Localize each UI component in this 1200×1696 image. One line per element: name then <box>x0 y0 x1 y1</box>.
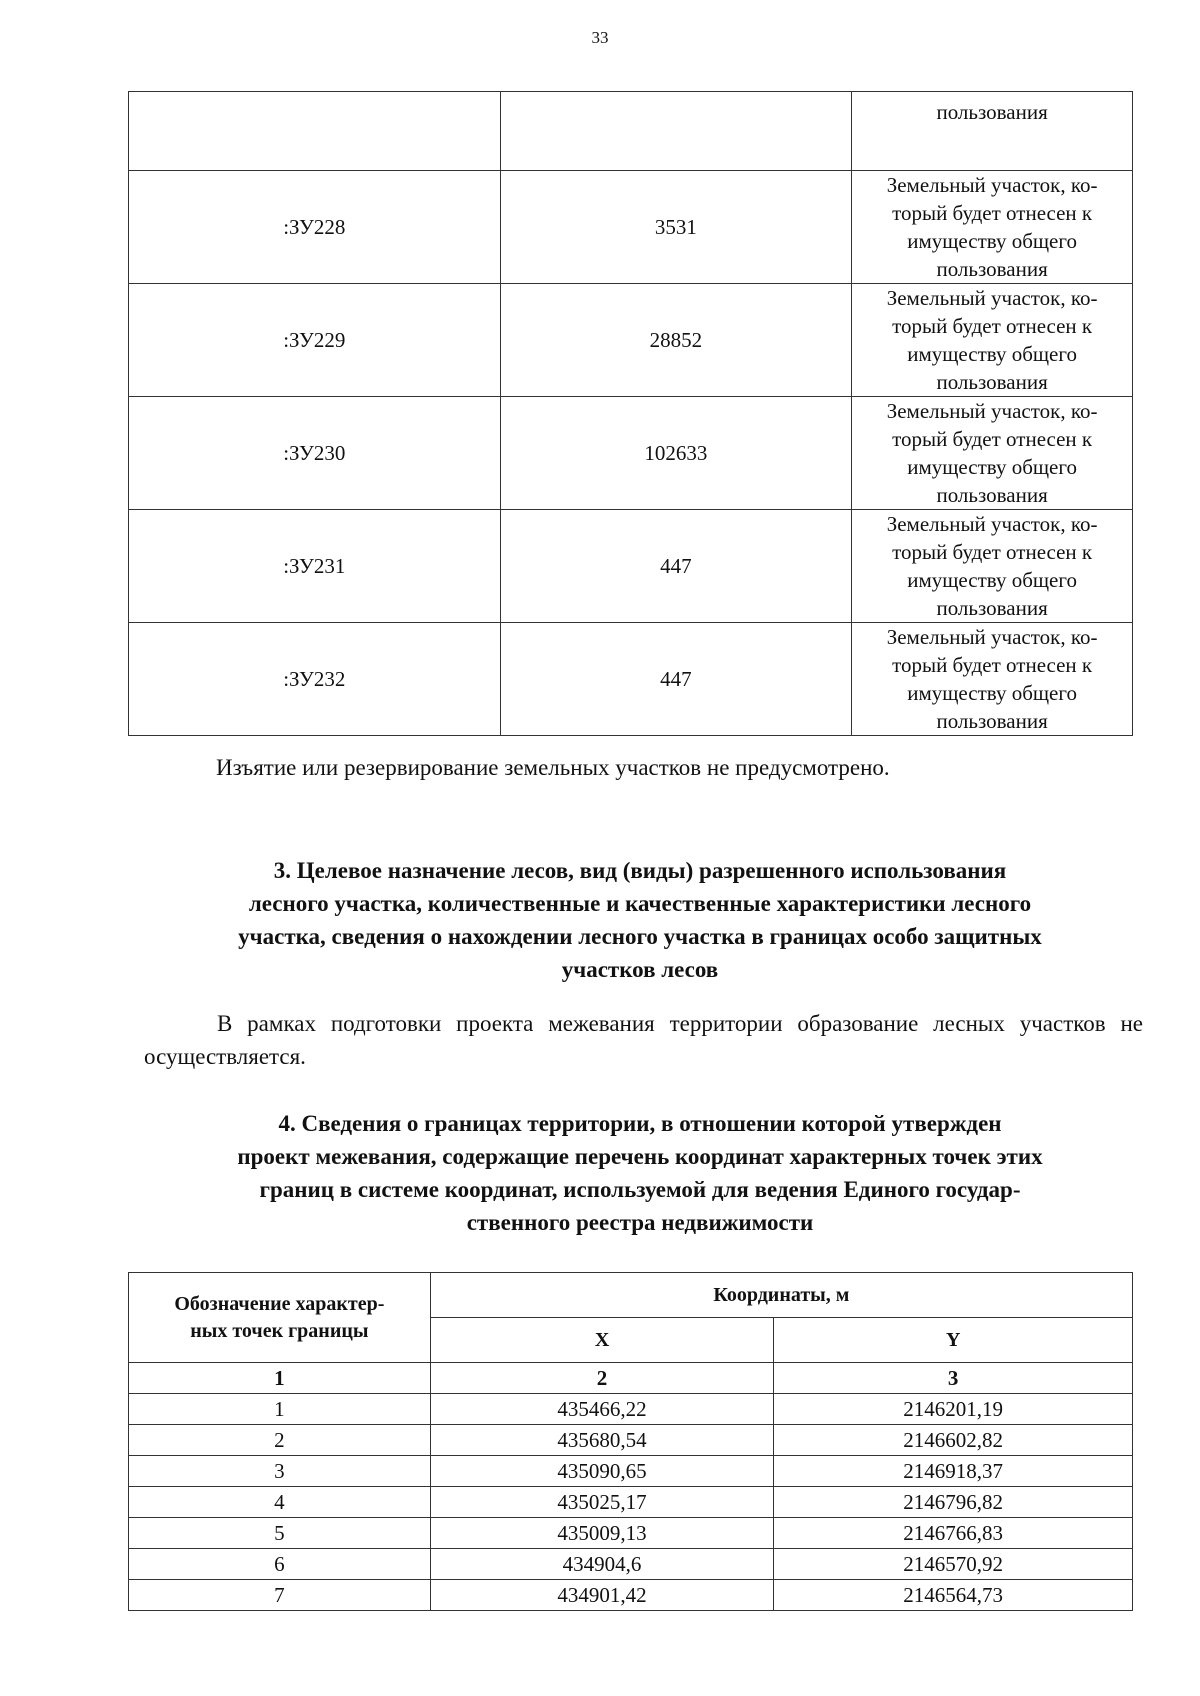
table-row <box>129 623 1133 736</box>
plot-area-cell: 447 <box>500 510 852 623</box>
table-row <box>129 284 1133 397</box>
y-cell: 2146796,82 <box>774 1487 1133 1518</box>
plot-area-cell <box>500 92 852 171</box>
plot-purpose-cell: Земельный участок, ко- торый будет отнесен к имуществу общего пользования <box>852 510 1133 623</box>
x-cell: 435466,22 <box>430 1394 774 1425</box>
table-header-row <box>129 1273 1133 1318</box>
point-cell: 6 <box>129 1549 431 1580</box>
plot-area-cell: 3531 <box>500 171 852 284</box>
plot-purpose-cell: Земельный участок, ко- торый будет отнесен к имуществу общего пользования <box>852 284 1133 397</box>
plot-purpose-cell: Земельный участок, ко- торый будет отнесен к имуществу общего пользования <box>852 171 1133 284</box>
plot-id-cell: :ЗУ229 <box>129 284 501 397</box>
column-index-row <box>129 1363 1133 1394</box>
point-cell: 4 <box>129 1487 431 1518</box>
table-row <box>129 1487 1133 1518</box>
table-row <box>129 1394 1133 1425</box>
y-cell: 2146564,73 <box>774 1580 1133 1611</box>
plot-area-cell: 102633 <box>500 397 852 510</box>
table-row <box>129 1518 1133 1549</box>
y-cell: 2146766,83 <box>774 1518 1133 1549</box>
coordinates-header: Координаты, м <box>430 1273 1132 1318</box>
y-cell: 2146918,37 <box>774 1456 1133 1487</box>
section-4-heading: 4. Сведения о границах территории, в отношении которой утвержден проект межевания, содержащие перечень координат характерных точек этих границ в системе координат, используемой для ведения Единого государ- ственного реестра недвижимости <box>237 1111 1043 1235</box>
x-cell: 434904,6 <box>430 1549 774 1580</box>
plot-area-cell: 28852 <box>500 284 852 397</box>
column-index: 3 <box>774 1363 1133 1394</box>
plot-area-cell: 447 <box>500 623 852 736</box>
point-cell: 7 <box>129 1580 431 1611</box>
table-row <box>129 171 1133 284</box>
table-row <box>129 1549 1133 1580</box>
table-row <box>129 397 1133 510</box>
section-3-paragraph: В рамках подготовки проекта межевания территории образование лесных участков не осуществляется. <box>144 1011 1143 1069</box>
x-cell: 435090,65 <box>430 1456 774 1487</box>
table-row <box>129 510 1133 623</box>
section-3-heading: 3. Целевое назначение лесов, вид (виды) разрешенного использования лесного участка, количественные и качественные характеристики лесного участка, сведения о нахождении лесного участка в границах особо защитных участков лесов <box>238 858 1042 982</box>
coordinates-table <box>128 1272 1133 1611</box>
point-cell: 5 <box>129 1518 431 1549</box>
plot-id-cell: :ЗУ232 <box>129 623 501 736</box>
x-cell: 435009,13 <box>430 1518 774 1549</box>
plot-purpose-cell: Земельный участок, ко- торый будет отнесен к имуществу общего пользования <box>852 623 1133 736</box>
table-row <box>129 1425 1133 1456</box>
plot-id-cell: :ЗУ231 <box>129 510 501 623</box>
withdrawal-note: Изъятие или резервирование земельных участков не предусмотрено. <box>216 755 890 780</box>
point-cell: 2 <box>129 1425 431 1456</box>
land-plots-table <box>128 91 1133 736</box>
column-index: 1 <box>129 1363 431 1394</box>
y-cell: 2146201,19 <box>774 1394 1133 1425</box>
y-header: Y <box>774 1318 1133 1363</box>
point-cell: 1 <box>129 1394 431 1425</box>
plot-id-cell: :ЗУ228 <box>129 171 501 284</box>
x-cell: 435025,17 <box>430 1487 774 1518</box>
y-cell: 2146570,92 <box>774 1549 1133 1580</box>
plot-purpose-cell: Земельный участок, ко- торый будет отнесен к имуществу общего пользования <box>852 397 1133 510</box>
x-header: X <box>430 1318 774 1363</box>
point-designation-header: Обозначение характер- ных точек границы <box>129 1273 431 1363</box>
x-cell: 435680,54 <box>430 1425 774 1456</box>
page-number: 33 <box>591 28 609 47</box>
table-row <box>129 1580 1133 1611</box>
y-cell: 2146602,82 <box>774 1425 1133 1456</box>
plot-id-cell: :ЗУ230 <box>129 397 501 510</box>
table-row <box>129 92 1133 171</box>
column-index: 2 <box>430 1363 774 1394</box>
x-cell: 434901,42 <box>430 1580 774 1611</box>
plot-purpose-cell: пользования <box>852 92 1133 171</box>
plot-id-cell <box>129 92 501 171</box>
point-cell: 3 <box>129 1456 431 1487</box>
table-row <box>129 1456 1133 1487</box>
